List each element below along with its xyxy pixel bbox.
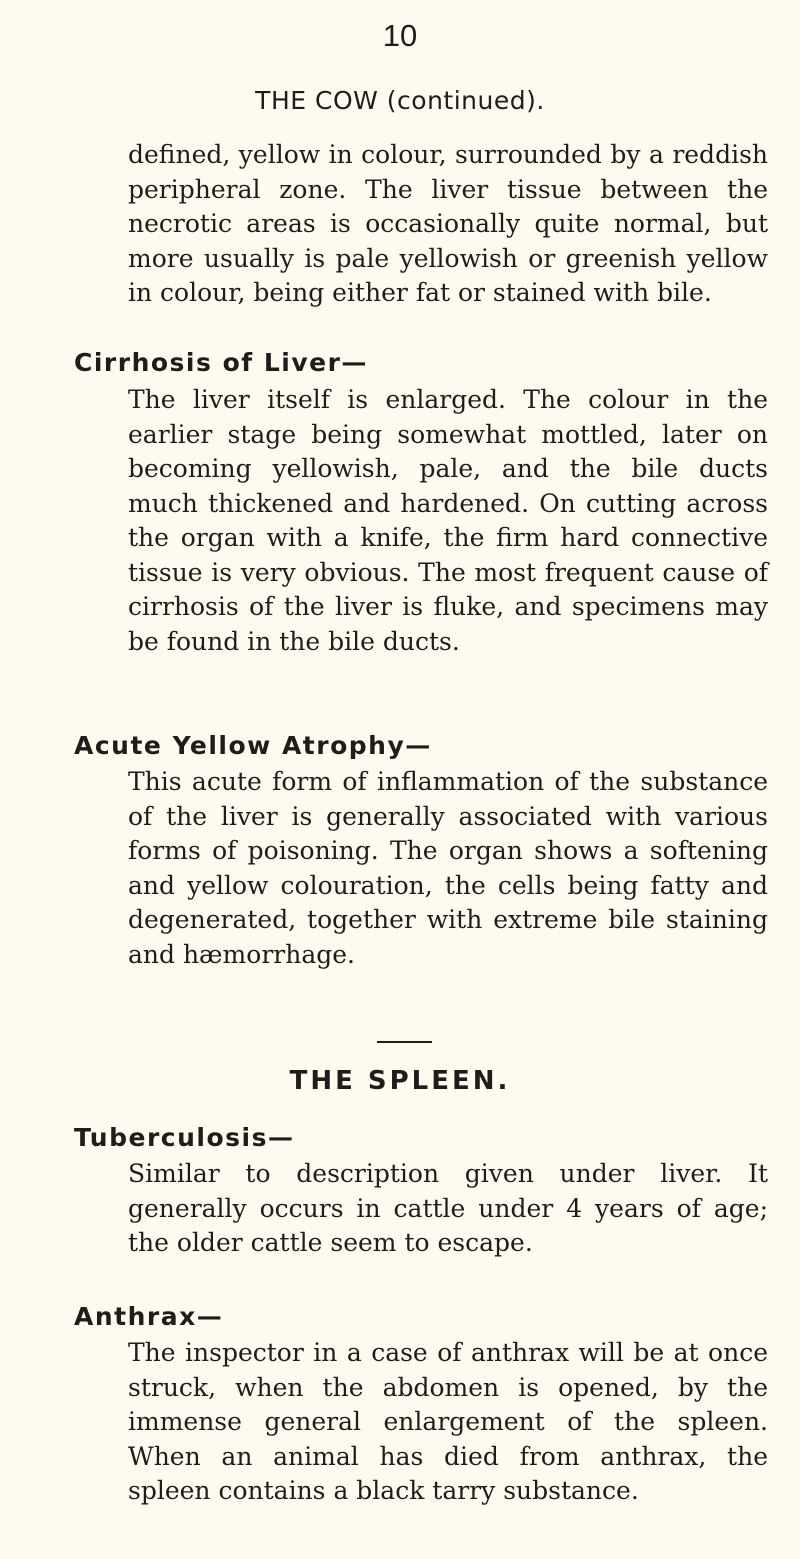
heading-cirrhosis-of-liver: Cirrhosis of Liver— <box>74 348 368 377</box>
intro-paragraph: defined, yellow in colour, surrounded by a reddish peripheral zone. The liver tissue between the necrotic areas is occasionally quite normal, but more usually is pale yellowish or greenish yellow in colour, being either fat or stained with bile. <box>128 140 768 307</box>
paragraph-tuberculosis: Similar to description given under liver. It generally occurs in cattle under 4 years of age; the older cattle seem to escape. <box>128 1159 768 1257</box>
paragraph-cirrhosis-of-liver: The liver itself is enlarged. The colour in the earlier stage being somewhat mottled, later on becoming yellowish, pale, and the bile ducts much thickened and hardened. On cutting across the organ with a knife, the firm hard connective tissue is very obvious. The most frequent cause of cirrhosis of the liver is fluke, and specimens may be found in the bile ducts. <box>128 385 768 656</box>
page-number: 10 <box>382 18 418 53</box>
section-title-spleen: THE SPLEEN. <box>289 1066 511 1096</box>
paragraph-anthrax: The inspector in a case of anthrax will be at once struck, when the abdomen is opened, by the immense general enlargement of the spleen. When an animal has died from anthrax, the spleen contains a black tarry substance. <box>128 1338 768 1505</box>
paragraph-acute-yellow-atrophy: This acute form of inflammation of the substance of the liver is generally associated with various forms of poisoning. The organ shows a softening and yellow colouration, the cells being fatty and degenerated, together with extreme bile staining and hæmorrhage. <box>128 767 768 969</box>
section-divider-rule <box>377 1041 432 1043</box>
heading-anthrax: Anthrax— <box>74 1302 224 1331</box>
running-head: THE COW (continued). <box>255 86 545 115</box>
heading-acute-yellow-atrophy: Acute Yellow Atrophy— <box>74 731 432 760</box>
heading-tuberculosis: Tuberculosis— <box>74 1123 295 1152</box>
